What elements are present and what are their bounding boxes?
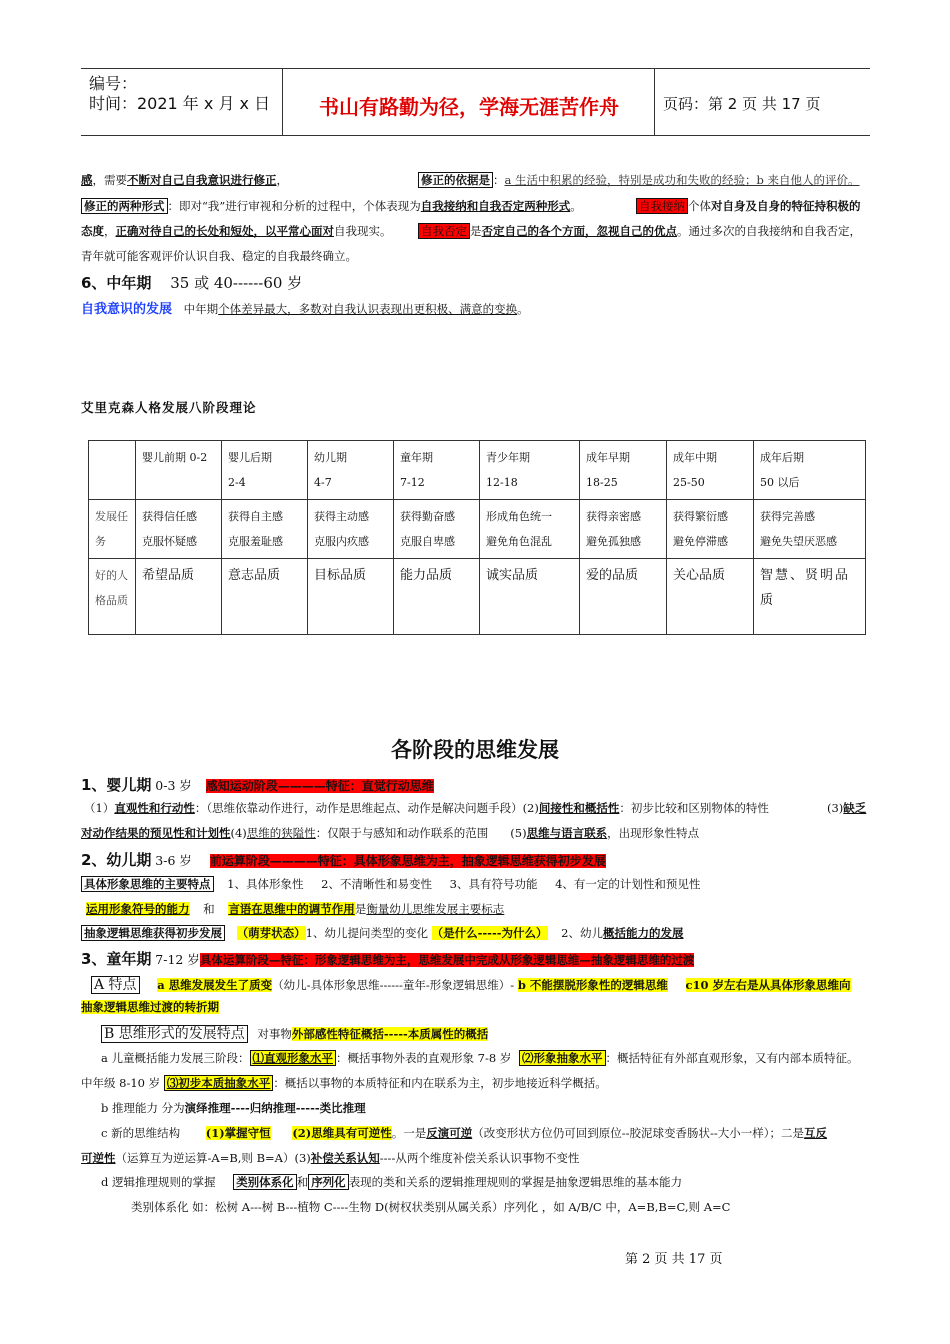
text-run: 。: [570, 199, 582, 213]
structure-line: [101, 1125, 827, 1141]
seriation-label: 序列化: [308, 1174, 349, 1190]
text-run: 是: [470, 224, 482, 238]
intro-line-3: [81, 223, 392, 239]
task-positive: 获得繁衍感: [673, 510, 728, 523]
intro-line-2-right: [636, 198, 861, 214]
stage-range: 2-4: [228, 476, 246, 489]
stage-name: 童年期: [400, 451, 433, 464]
text-run: ：（思维依靠动作进行，动作是思维起点、动作是解决问题手段）(2): [194, 801, 539, 815]
text-run: 思维与语言联系: [526, 826, 608, 840]
page-number-label: 页码：第 2 页 共 17 页: [663, 95, 821, 113]
task-positive: 获得亲密感: [586, 510, 641, 523]
stage-name: 婴儿前期 0-2: [142, 451, 208, 464]
childhood-feature-a-cont: [81, 999, 219, 1015]
intro-line-1-right: [418, 172, 860, 188]
text-run: （是什么-----为什么）: [431, 926, 548, 940]
text-run: 否定自己的各个方面，忽视自己的优点: [481, 224, 677, 238]
text-run: ：初步比较和区别物体的特性: [619, 801, 769, 815]
text-run: 缺乏: [843, 801, 867, 815]
text-run: （萌芽状态）: [236, 926, 306, 940]
stage-cell: [754, 441, 866, 500]
text-run: 自我接纳和自我否定两种形式: [420, 199, 571, 213]
self-negation-tag: 自我否定: [418, 223, 470, 239]
text-run: 反演可逆: [426, 1126, 473, 1140]
text-run: 可逆性: [81, 1151, 116, 1165]
text-run: 感: [81, 173, 93, 187]
text-run: 。通过多次的自我接纳和自我否定，: [677, 224, 861, 238]
quality-row-label: 好的人格品质: [89, 559, 136, 635]
quality-cell: 爱的品质: [580, 559, 667, 635]
text-run: 2、不清晰性和易变性: [321, 877, 432, 891]
stage-cell: [480, 441, 580, 500]
text-run: 2、幼儿: [561, 926, 603, 940]
stage-range: 50 以后: [760, 476, 800, 489]
stage-cell: [136, 441, 222, 500]
text-run: b 推理能力 分为: [101, 1101, 185, 1115]
text-run: 正确对待自己的长处和短处，以平常心面对: [115, 224, 334, 238]
text-run: 言语在思维中的调节作用: [228, 902, 355, 916]
text-run: b 不能摆脱形象性的逻辑思维: [517, 978, 668, 992]
stage-name: 成年后期: [760, 451, 804, 464]
text-run: 直观性和行动性: [114, 801, 195, 815]
task-negative: 避免孤独感: [586, 535, 641, 548]
stage-cell: [394, 441, 480, 500]
text-run: (4): [230, 826, 247, 840]
stage-range: 18-25: [586, 476, 618, 489]
header-page: [655, 69, 870, 135]
early-childhood-heading: [81, 849, 606, 870]
text-run: c 新的思维结构: [101, 1126, 181, 1140]
correction-basis-label: 修正的依据是: [418, 172, 493, 188]
document-time-label: 时间：2021 年 x 月 x 日: [89, 94, 271, 113]
early-childhood-line-2: [86, 901, 504, 917]
generalization-line: [101, 1050, 859, 1066]
table-row: [89, 441, 866, 500]
text-run: (5): [510, 826, 527, 840]
stage-feature-tag: 感知运动阶段————特征：直觉行动思维: [205, 779, 434, 793]
text-run: 。一是: [391, 1126, 427, 1140]
classification-label: 类别体系化: [233, 1174, 297, 1190]
task-negative: 克服怀疑感: [142, 535, 197, 548]
stage-name: 婴儿后期: [228, 451, 272, 464]
text-run: 抽象逻辑思维过渡的转折期: [81, 1000, 219, 1014]
stage-name: 青少年期: [486, 451, 530, 464]
text-run: 。: [517, 302, 529, 316]
quality-cell: 诚实品质: [480, 559, 580, 635]
text-run: 4、有一定的计划性和预见性: [555, 877, 701, 891]
middle-age-heading: [81, 272, 302, 293]
task-positive: 获得勤奋感: [400, 510, 455, 523]
stage-range: 4-7: [314, 476, 332, 489]
stage-name: 幼儿期: [314, 451, 347, 464]
footer-page-number: 第 2 页 共 17 页: [625, 1252, 723, 1267]
text-run: 中年期: [183, 302, 219, 316]
task-positive: 获得完善感: [760, 510, 815, 523]
text-run: d 逻辑推理规则的掌握: [101, 1175, 216, 1189]
header-motto: [283, 69, 655, 135]
task-cell: [308, 500, 394, 559]
text-run: 态度: [81, 224, 104, 238]
logic-rules-example: 类别体系化 如：松树 A---树 B---植物 C----生物 D(树权状类别从属关系）序列化 ，如 A/B/C 中，A=B,B=C,则 A=C: [131, 1200, 731, 1214]
text-run: c10 岁左右是从具体形象思维向: [685, 978, 851, 992]
table-row: [89, 559, 866, 635]
text-run: ：概括以事物的本质特征和内在联系为主，初步地接近科学概括。: [273, 1076, 607, 1090]
page-header: [81, 68, 870, 136]
section-title: 6、中年期: [81, 274, 152, 292]
stage-cell: [222, 441, 308, 500]
text-run: ⑴直观形象水平: [250, 1050, 337, 1066]
task-positive: 获得主动感: [314, 510, 369, 523]
text-run: ⑶初步本质抽象水平: [164, 1075, 274, 1091]
quality-cell: 希望品质: [136, 559, 222, 635]
infant-heading: [81, 774, 434, 795]
stage-cell: [667, 441, 754, 500]
text-run: 3、具有符号功能: [449, 877, 538, 891]
stage-feature-tag: 具体运算阶段—特征：形象逻辑思维为主，思维发展中完成从形象逻辑思维—抽象逻辑思维的过渡: [199, 953, 695, 967]
text-run: 个体: [688, 199, 711, 213]
task-negative: 克服羞耻感: [228, 535, 283, 548]
self-awareness-label: 自我意识的发展: [81, 302, 173, 317]
text-run: ：概括特征有外部直观形象，又有内部本质特征。: [605, 1051, 859, 1065]
task-cell: [754, 500, 866, 559]
intro-line-4: 青年就可能客观评价认识自我、稳定的自我最终确立。: [81, 249, 357, 263]
early-childhood-line-1: [81, 876, 700, 892]
feature-b-label: B 思维形式的发展特点: [101, 1025, 248, 1043]
quality-cell: 关心品质: [667, 559, 754, 635]
task-negative: 克服自卑感: [400, 535, 455, 548]
intro-line-2: [81, 198, 582, 214]
text-run: 1、具体形象性: [227, 877, 304, 891]
text-run: a 思维发展发生了质变: [157, 978, 273, 992]
self-acceptance-tag: 自我接纳: [636, 198, 688, 214]
text-run: ：仅限于与感知和动作联系的范围: [315, 826, 489, 840]
section-title: 2、幼儿期: [81, 851, 152, 869]
thinking-title: 各阶段的思维发展: [391, 738, 559, 762]
text-run: 中年级 8-10 岁: [81, 1076, 161, 1090]
text-run: ：概括事物外表的直观形象 7-8 岁: [336, 1051, 512, 1065]
stage-range: 7-12: [400, 476, 425, 489]
header-meta: [81, 69, 283, 135]
text-run: ，: [276, 173, 288, 187]
text-run: 思维的狭隘性: [246, 826, 316, 840]
text-run: 和: [296, 1175, 309, 1189]
text-run: 演绎推理----归纳推理-----类比推理: [184, 1101, 366, 1115]
logic-rules-line: [101, 1174, 682, 1190]
task-negative: 避免失望厌恶感: [760, 535, 837, 548]
task-negative: 克服内疚感: [314, 535, 369, 548]
reasoning-line: [101, 1100, 366, 1116]
task-cell: [222, 500, 308, 559]
text-run: 间接性和概括性: [538, 801, 620, 815]
early-childhood-line-3: [81, 925, 684, 941]
stage-name: 成年早期: [586, 451, 630, 464]
task-cell: [394, 500, 480, 559]
stage-cell: [580, 441, 667, 500]
text-run: 不断对自己自我意识进行修正: [127, 173, 277, 187]
task-cell: [667, 500, 754, 559]
childhood-feature-a: [91, 974, 851, 994]
text-run: 互反: [804, 1126, 827, 1140]
text-run: 对自身及自身的特征持积极的: [711, 199, 861, 213]
quality-cell: 能力品质: [394, 559, 480, 635]
childhood-feature-b: [101, 1023, 488, 1043]
section-title: 1、婴儿期: [81, 776, 152, 794]
infant-line-2: [81, 825, 699, 841]
feature-a-label: A 特点: [91, 976, 140, 994]
text-run: 1、幼儿提问类型的变化: [305, 926, 428, 940]
table-corner-cell: [89, 441, 136, 500]
intro-line-3-right: [418, 223, 861, 239]
stage-cell: [308, 441, 394, 500]
text-run: 对事物: [257, 1027, 292, 1041]
text-run: 自我现实。: [334, 224, 392, 238]
text-run: ：即对“我”进行审视和分析的过程中，个体表现为: [167, 199, 421, 213]
structure-line-2: [81, 1150, 579, 1166]
stage-range: 12-18: [486, 476, 518, 489]
text-run: 和: [203, 902, 215, 916]
intro-line-1: [81, 172, 288, 188]
abstract-logic-label: 抽象逻辑思维获得初步发展: [81, 925, 225, 941]
text-run: （改变形状方位仍可回到原位--胶泥球变香肠状--大小一样）；二是: [472, 1126, 804, 1140]
correction-forms-label: 修正的两种形式: [81, 198, 168, 214]
text-run: a 生活中积累的经验，特别是成功和失败的经验；b 来自他人的评价。: [504, 173, 860, 187]
text-run: 个体差异最大，多数对自我认识表现出更积极、满意的变换: [218, 302, 518, 316]
text-run: ，需要: [92, 173, 127, 187]
text-run: 表现的类和关系的逻辑推理规则的掌握是抽象逻辑思维的基本能力: [348, 1175, 683, 1189]
text-run: (1)掌握守恒: [205, 1126, 271, 1140]
text-run: 是: [354, 902, 367, 916]
task-cell: [580, 500, 667, 559]
generalization-line-2: [81, 1075, 607, 1091]
text-run: ----从两个维度补偿关系认识事物不变性: [379, 1151, 580, 1165]
text-run: (2)思维具有可逆性: [292, 1126, 392, 1140]
task-negative: 避免停滞感: [673, 535, 728, 548]
text-run: （幼儿-具体形象思维------童年-形象逻辑思维）-: [272, 978, 515, 992]
text-run: a 儿童概括能力发展三阶段：: [101, 1051, 250, 1065]
task-negative: 避免角色混乱: [486, 535, 552, 548]
quality-cell: 意志品质: [222, 559, 308, 635]
text-run: 补偿关系认知: [310, 1151, 380, 1165]
infant-line-1-right: [827, 800, 866, 816]
stage-feature-tag: 前运算阶段————特征：具体形象思维为主，抽象逻辑思维获得初步发展: [209, 854, 606, 868]
erikson-stage-table: [88, 440, 866, 635]
text-run: 对动作结果的预见性和计划性: [81, 826, 231, 840]
text-run: ：: [493, 173, 505, 187]
section-title: 3、童年期: [81, 950, 152, 968]
concrete-thinking-label: 具体形象思维的主要特点: [81, 876, 214, 892]
task-cell: [136, 500, 222, 559]
text-run: ，: [104, 224, 116, 238]
document-number-label: 编号：: [89, 74, 138, 93]
task-positive: 获得信任感: [142, 510, 197, 523]
quality-cell: 智慧、贤明品质: [754, 559, 866, 635]
task-row-label: 发展任务: [89, 500, 136, 559]
stage-range: 25-50: [673, 476, 705, 489]
text-run: ⑵形象抽象水平: [519, 1050, 606, 1066]
motto-text: 书山有路勤为径，学海无涯苦作舟: [319, 95, 619, 119]
age-range: 0-3 岁: [155, 778, 192, 793]
quality-cell: 目标品质: [308, 559, 394, 635]
text-run: 衡量幼儿思维发展主要标志: [366, 902, 505, 916]
middle-age-self-awareness: [81, 298, 529, 317]
text-run: (3): [827, 801, 844, 815]
task-cell: [480, 500, 580, 559]
erikson-title: 艾里克森人格发展八阶段理论: [81, 400, 257, 415]
task-positive: 获得自主感: [228, 510, 283, 523]
text-run: ，出现形象性特点: [607, 826, 700, 840]
age-range: 7-12 岁: [155, 952, 200, 967]
age-range: 35 或 40------60 岁: [170, 274, 303, 292]
text-run: （运算互为逆运算-A=B,则 B=A）(3): [115, 1151, 311, 1165]
age-range: 3-6 岁: [155, 853, 192, 868]
text-run: 外部感性特征概括-----本质属性的概括: [291, 1027, 489, 1041]
childhood-heading: [81, 948, 694, 969]
task-positive: 形成角色统一: [486, 510, 552, 523]
stage-name: 成年中期: [673, 451, 717, 464]
table-row: [89, 500, 866, 559]
text-run: 运用形象符号的能力: [86, 902, 190, 916]
infant-line-1: [84, 800, 769, 816]
text-run: 概括能力的发展: [603, 926, 684, 940]
text-run: （1）: [84, 801, 115, 815]
